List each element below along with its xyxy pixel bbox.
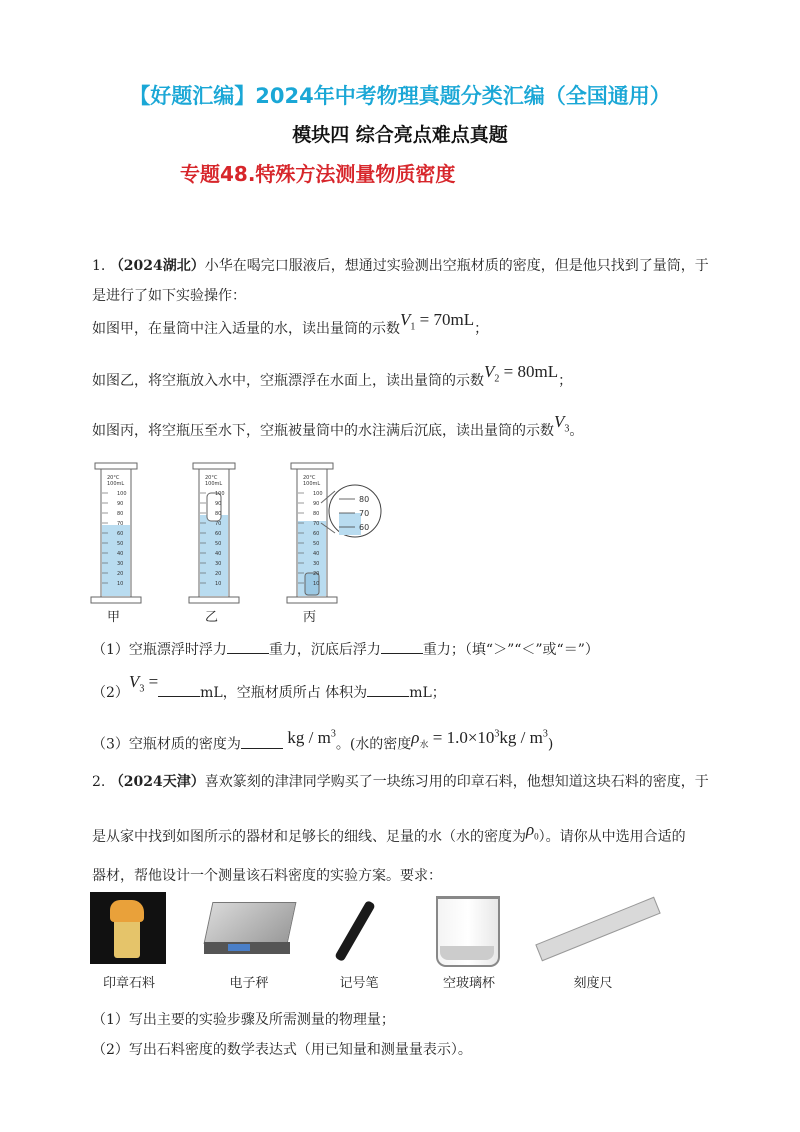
tick-label: 40 — [215, 551, 222, 557]
marker-pen-image — [320, 896, 390, 962]
water-yi — [200, 515, 228, 596]
tick-label: 50 — [313, 541, 320, 547]
answer-blank[interactable] — [227, 641, 269, 654]
q1-step1: 如图甲，在量筒中注入适量的水，读出量筒的示数$V_1 = 70mL$； — [92, 310, 489, 337]
water-jia — [102, 525, 130, 596]
ruler-image — [532, 896, 660, 960]
glass-cup-image — [430, 894, 506, 966]
svg-text:100mL: 100mL — [205, 481, 223, 487]
tick-label: 80 — [313, 511, 320, 517]
tick-label: 60 — [215, 531, 222, 537]
collection-title: 【好题汇编】2024年中考物理真题分类汇编（全国通用） — [129, 84, 671, 108]
tick-label: 40 — [313, 551, 320, 557]
tick-label: 90 — [215, 501, 222, 507]
tick-label: 10 — [215, 581, 222, 587]
q2-stem-line1: 2. （2024天津）喜欢篆刻的津津同学购买了一块练习用的印章石料，他想知道这块石料的密度，于 — [92, 774, 709, 790]
q1-sub2: $(2)V_3 =mL$，空瓶材质所占 体积为 mL； — [92, 672, 446, 701]
tick-label: 90 — [117, 501, 124, 507]
electronic-scale-image — [202, 898, 298, 958]
cylinder-bing — [287, 463, 381, 603]
q2-stem-line2: 是从家中找到如图所示的器材和足够长的细线、足量的水（水的密度为$\rho_0$）。请你从中选用合适的 — [92, 820, 686, 845]
tick-label: 50 — [215, 541, 222, 547]
zoom-tick-label: 70 — [359, 509, 370, 518]
q1-sub3: （3）空瓶材质的密度为 kg / $m^3$。(水的密度$\rho_水 = 1.0\times 10^3kg / m^3$) — [92, 727, 554, 753]
tick-label: 100 — [215, 491, 225, 497]
tick-label: 20 — [313, 571, 320, 577]
tick-label: 10 — [313, 581, 320, 587]
graduated-cylinder-figure — [85, 455, 395, 625]
tick-label: 90 — [313, 501, 320, 507]
q2-req1: （1）写出主要的实验步骤及所需测量的物理量； — [92, 1012, 395, 1028]
answer-blank[interactable] — [158, 684, 200, 697]
tick-label: 80 — [215, 511, 222, 517]
tick-label: 80 — [117, 511, 124, 517]
tick-label: 60 — [117, 531, 124, 537]
tick-label: 40 — [117, 551, 124, 557]
tick-label: 100 — [313, 491, 323, 497]
cylinder-jia — [91, 463, 141, 603]
svg-text:100mL: 100mL — [303, 481, 321, 487]
q1-step3: 如图丙，将空瓶压至水下，空瓶被量筒中的水注满后沉底，读出量筒的示数$V_3$。 — [92, 412, 584, 439]
tick-label: 70 — [117, 521, 124, 527]
caption-glass: 空玻璃杯 — [442, 976, 495, 991]
tick-label: 30 — [313, 561, 320, 567]
q1-sub1: （1）空瓶漂浮时浮力 重力，沉底后浮力 重力；（填“＞”“＜”或“＝”） — [92, 642, 599, 658]
caption-yi: 乙 — [205, 610, 219, 625]
tick-label: 10 — [117, 581, 124, 587]
caption-bing: 丙 — [303, 610, 317, 625]
answer-blank[interactable] — [381, 641, 423, 654]
q1-step2: 如图乙，将空瓶放入水中，空瓶漂浮在水面上，读出量筒的示数$V_2 = 80mL$； — [92, 362, 573, 389]
seal-stone-image — [90, 892, 166, 964]
tick-label: 30 — [215, 561, 222, 567]
answer-blank[interactable] — [241, 736, 283, 749]
caption-seal-stone: 印章石料 — [102, 976, 155, 991]
q2-stem-line3: 器材，帮他设计一个测量该石料密度的实验方案。要求： — [92, 868, 442, 884]
svg-text:20°C: 20°C — [107, 475, 120, 481]
tick-label: 20 — [117, 571, 124, 577]
q1-stem-line2: 是进行了如下实验操作： — [92, 288, 246, 304]
module-title: 模块四 综合亮点难点真题 — [292, 124, 508, 146]
tick-label: 60 — [313, 531, 320, 537]
tick-label: 30 — [117, 561, 124, 567]
caption-ruler: 刻度尺 — [573, 976, 613, 991]
svg-text:100mL: 100mL — [107, 481, 125, 487]
q1-stem-line1: 1. （2024湖北）小华在喝完口服液后，想通过实验测出空瓶材质的密度，但是他只找到了量筒，于 — [92, 258, 709, 274]
caption-jia: 甲 — [107, 610, 121, 625]
caption-marker: 记号笔 — [339, 976, 379, 991]
tick-label: 20 — [215, 571, 222, 577]
zoom-tick-label: 60 — [359, 523, 370, 532]
svg-text:20°C: 20°C — [205, 475, 218, 481]
topic-title: 专题48.特殊方法测量物质密度 — [180, 162, 456, 186]
tick-label: 100 — [117, 491, 127, 497]
q2-req2: （2）写出石料密度的数学表达式（用已知量和测量量表示）。 — [92, 1042, 472, 1058]
answer-blank[interactable] — [367, 684, 409, 697]
svg-text:20°C: 20°C — [303, 475, 316, 481]
zoom-tick-label: 80 — [359, 495, 370, 504]
tick-label: 50 — [117, 541, 124, 547]
caption-scale: 电子秤 — [229, 976, 269, 991]
tick-label: 70 — [215, 521, 222, 527]
tick-label: 70 — [313, 521, 320, 527]
cylinder-yi — [189, 463, 239, 603]
